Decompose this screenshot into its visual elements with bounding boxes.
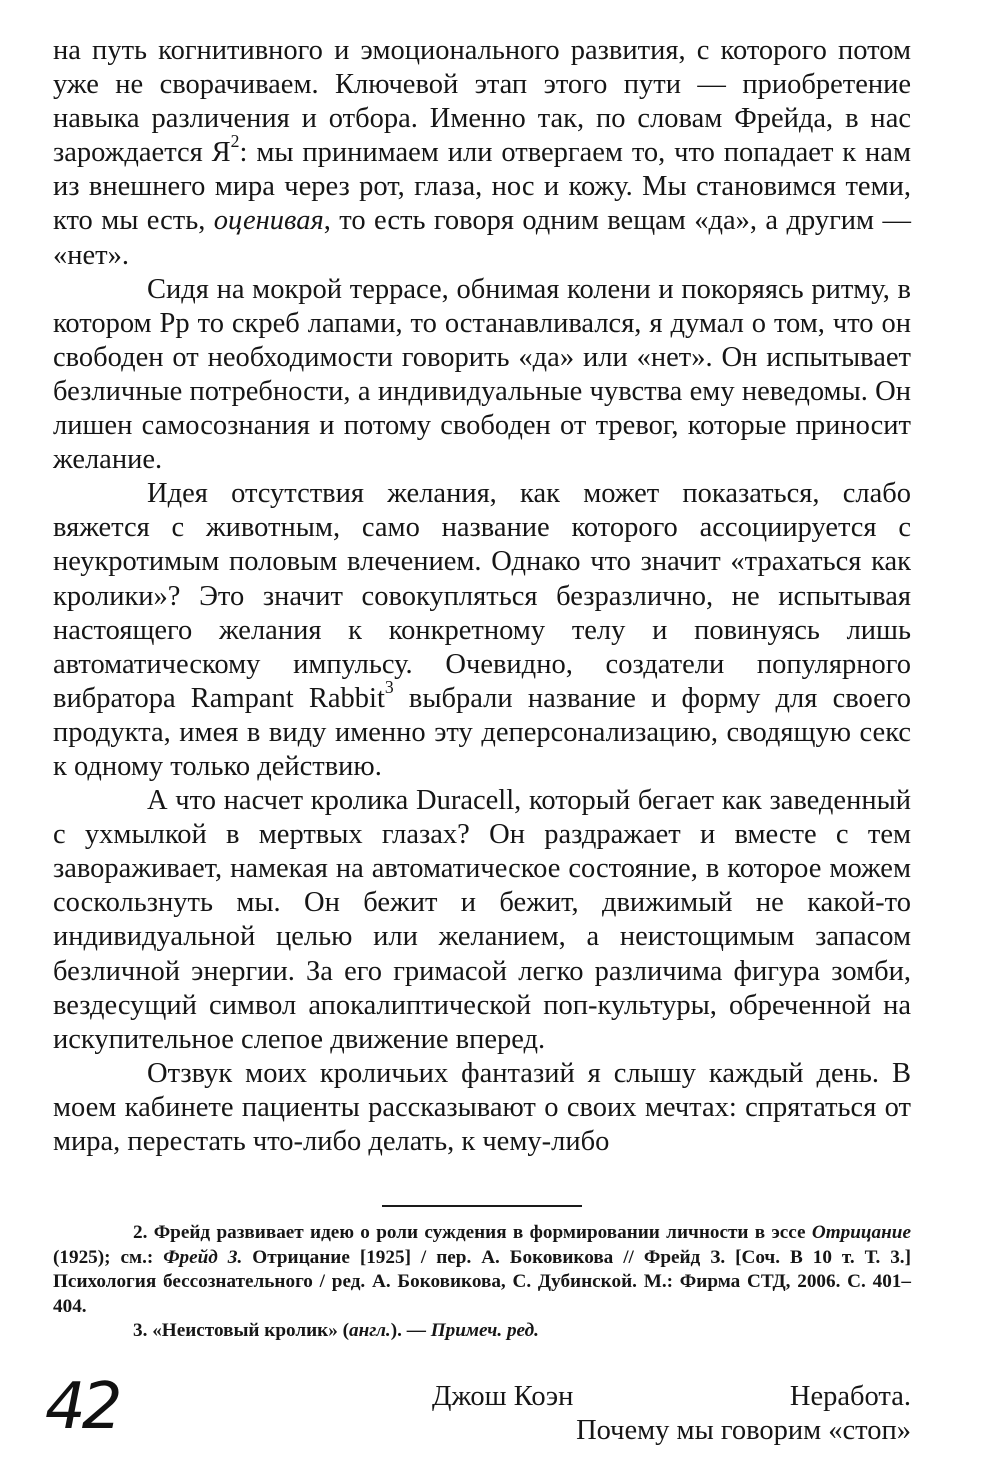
footnote-2-text-b: (1925); см.: [53, 1246, 164, 1268]
paragraph-3-text-b: выбрали название и форму для своего продукта, имея в виду именно эту деперсонализацию, сводящую секс к одному только действию. [53, 682, 911, 782]
footnote-2 [53, 1221, 911, 1319]
footnote-ref-3: 3 [384, 676, 394, 697]
footnotes [53, 1221, 911, 1344]
footnote-2-emphasis-1: Отрицание [811, 1222, 911, 1243]
running-author: Джош Коэн [432, 1381, 574, 1412]
running-title [576, 1380, 911, 1448]
paragraph-1-text-b: : мы принимаем или отвергаем то, что попадает к нам из внешнего мира через рот, глаза, нос и кожу. Мы становимся теми, кто мы есть, [53, 137, 911, 237]
body-text [53, 34, 911, 1159]
paragraph-5: Отзвук моих кроличьих фантазий я слышу каждый день. В моем кабинете пациенты рассказывают о своих мечтах: спрятаться от мира, перестать что-либо делать, к чему-либо [53, 1057, 911, 1157]
footnote-3-text-b: ). — [390, 1320, 431, 1342]
paragraph-1 [53, 34, 911, 273]
footnote-2-emphasis-2: Фрейд З. [163, 1246, 243, 1268]
footnote-ref-2: 2 [230, 131, 240, 152]
paragraph-3-text-a: Идея отсутствия желания, как может показаться, слабо вяжется с животным, само название которого ассоциируется с неукротимым половым влечением. Однако что значит «трахаться как кролики»? Это значит совокупляться безразлично, не испытывая настоящего желания к конкретному телу и повинуясь лишь автоматическому импульсу. Очевидно, создатели популярного вибратора Rampant Rabbit [53, 478, 911, 714]
footnote-3-emphasis-1: англ. [349, 1320, 391, 1342]
paragraph-1-emphasis: оценивая [213, 205, 324, 237]
footnote-divider [382, 1205, 582, 1207]
running-title-line-2: Почему мы говорим «стоп» [576, 1415, 911, 1446]
footnote-2-text-a: 2. Фрейд развивает идею о роли суждения в формировании личности в эссе [133, 1222, 812, 1243]
footnote-3 [53, 1319, 911, 1344]
running-title-line-1: Неработа. [789, 1381, 911, 1412]
paragraph-2: Сидя на мокрой террасе, обнимая колени и покоряясь ритму, в котором Pp то скреб лапами, то останавливался, я думал о том, что он свободен от необходимости говорить «да» или «нет». Он испытывает безличные потребности, а индивидуальные чувства ему неведомы. Он лишен самосознания и потому свободен от тревог, которые приносит желание. [53, 273, 911, 476]
paragraph-1-text-c: , то есть говоря одним вещам «да», а другим — «нет». [53, 205, 911, 271]
footnote-3-emphasis-2: Примеч. ред. [430, 1320, 539, 1342]
paragraph-4: А что насчет кролика Duracell, который бегает как заведенный с ухмылкой в мертвых глазах? Он раздражает и вместе с тем завораживает, намекая на автоматическое состояние, в которое можем соскользнуть мы. Он бежит и бежит, движимый не какой-то индивидуальной целью или желанием, а неистощимым запасом безличной энергии. За его гримасой легко различима фигура зомби, вездесущий символ апокалиптической поп-культуры, обреченной на искупительное слепое движение вперед. [53, 785, 911, 1055]
paragraph-3 [53, 477, 911, 784]
footnote-2-text-c: Отрицание [1925] / пер. А. Боковикова // Фрейд З. [Соч. В 10 т. Т. 3.] Психология бессознательного / ред. А. Боковикова, С. Дубинской. М.: Фирма СТД, 2006. С. 401–404. [53, 1246, 911, 1317]
paragraph-1-text-a: на путь когнитивного и эмоционального развития, с которого потом уже не сворачиваем. Ключевой этап этого пути — приобретение навыка различения и отбора. Именно так, по словам Фрейда, в нас зарождается Я [53, 35, 911, 169]
footnote-3-text-a: 3. «Неистовый кролик» ( [133, 1320, 349, 1342]
page-number: 42 [45, 1370, 119, 1444]
